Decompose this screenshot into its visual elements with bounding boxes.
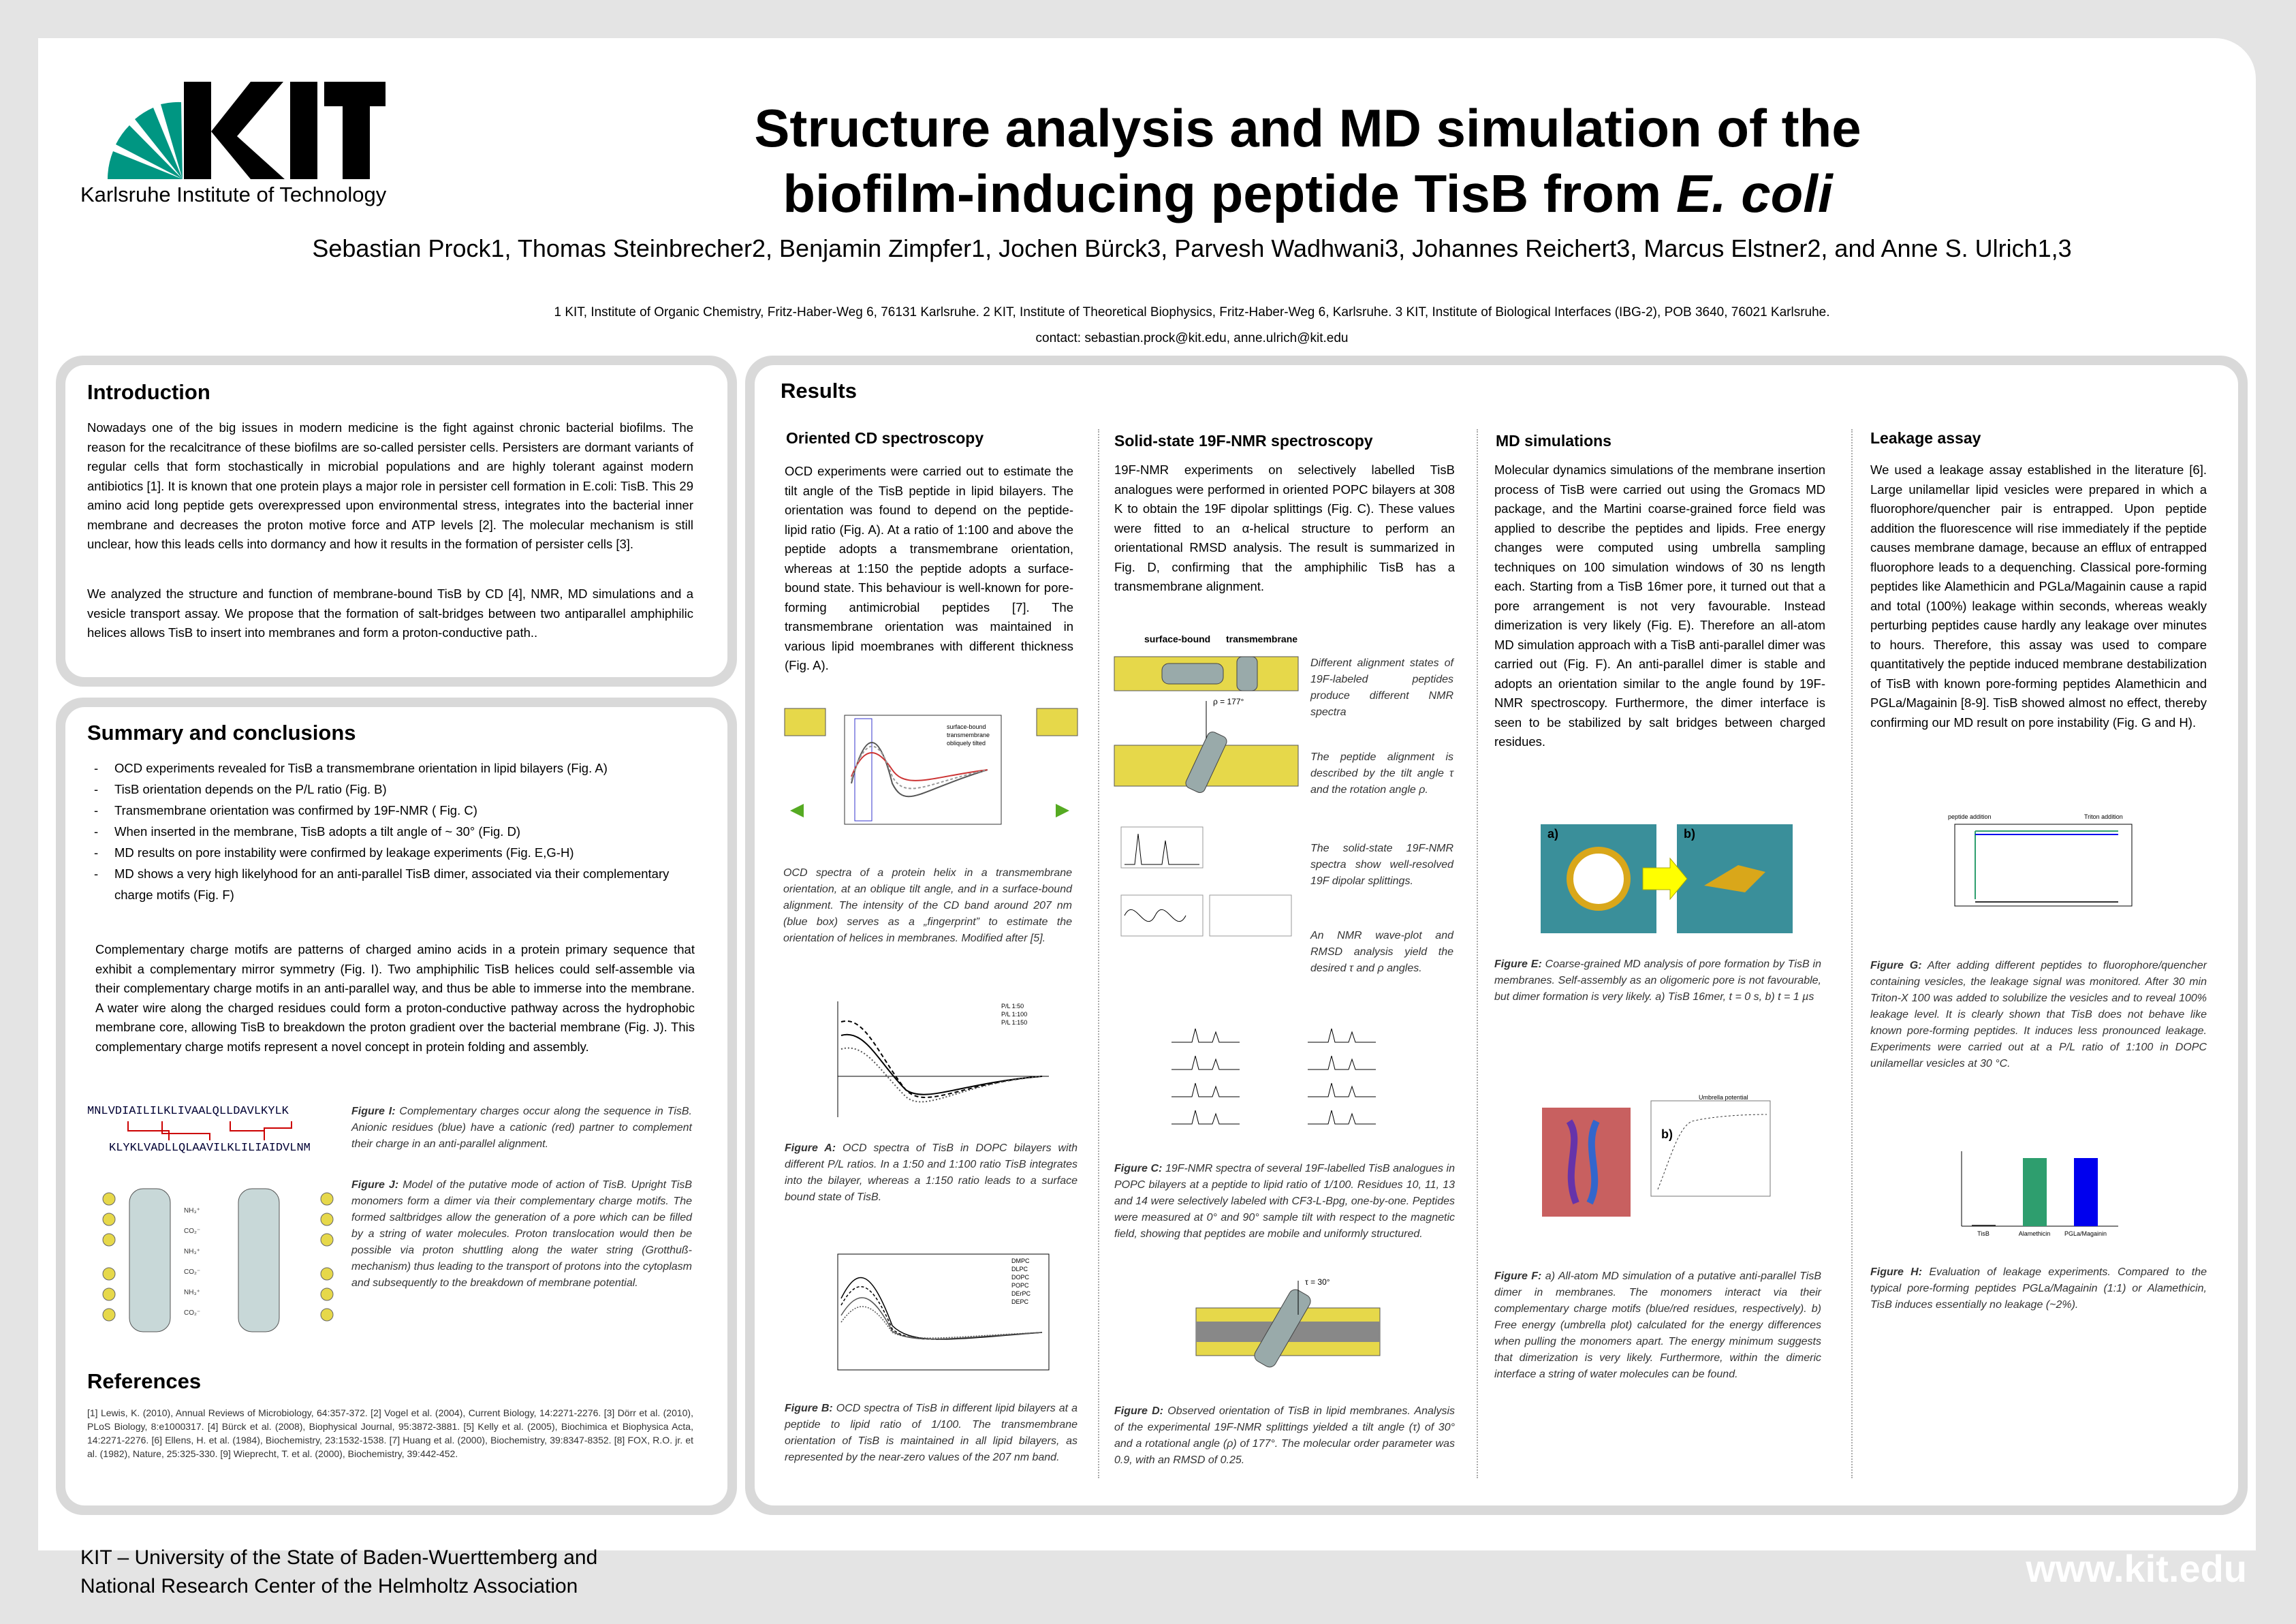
md-title: MD simulations [1496,432,1611,450]
authors: Sebastian Prock1, Thomas Steinbrecher2, Benjamin Zimpfer1, Jochen Bürck3, Parvesh Wadhwani3, Johannes Reichert3, Marcus Elstner2, and Anne S. Ulrich1,3 [312,234,2072,262]
figure-h-label: Figure H: [1870,1266,1923,1278]
nmr-caption-1: Different alignment states of 19F-labeled peptides produce different NMR spectra [1310,657,1453,718]
introduction-title: Introduction [87,380,210,404]
figure-g-triton-addition: Triton addition [2084,813,2123,820]
figure-f-plot-title: Umbrella potential [1699,1094,1748,1101]
introduction-paragraph-2: We analyzed the structure and function of membrane-bound TisB by CD [4], NMR, MD simulations and a vesicle transport assay. We propose that the formation of salt-bridges between two antiparallel amphiphilic helices allows TisB to insert into membranes and form a proton-conductive path.. [87,587,693,640]
figure-a-text: OCD spectra of TisB in DOPC bilayers with different P/L ratios. In a 1:50 and 1:100 ratio TisB integrates into the bilayer, whereas a 1:150 ratio leads to a surface bound state of TisB. [785,1142,1078,1203]
rho-label: ρ = 177° [1213,697,1244,706]
figure-b-text: OCD spectra of TisB in different lipid bilayers at a peptide to lipid ratio of 1/100. The transmembrane orientation of TisB is maintained in all lipid bilayers, as represented by the near-zero values of the 207 nm band. [785,1403,1078,1463]
md-text: Molecular dynamics simulations of the membrane insertion process of TisB were carried out using the Gromacs MD package, and the Martini coarse-grained force field was applied to describe the peptides and lipids. Free energy changes were computed using umbrella sampling techniques on 100 simulation windows of 30 ns length each. Starting from a TisB 16mer pore, it turned out that a pore arrangement is not very favourable. Instead dimerization is very likely (Fig. E). Therefore an all-atom MD simulation approach with a TisB anti-parallel dimer was carried out (Fig. F). An anti-parallel dimer is stable and adopts an orientation similar to the angle found by 19F-NMR spectroscopy. Furthermore, the dimer interface is seen to be stabilized by salt bridges between charged residues. [1494,463,1825,749]
bar-label: PGLa/Magainin [2064,1230,2107,1237]
cd-legend-trans: transmembrane [947,732,990,738]
figure-b-legend: DMPC [1011,1258,1030,1264]
nmr-caption-4: An NMR wave-plot and RMSD analysis yield the desired τ and ρ angles. [1310,930,1453,974]
title-line-1: Structure analysis and MD simulation of the [754,98,1861,158]
figure-f-text: a) All-atom MD simulation of a putative anti-parallel TisB dimer in membranes. The monomers interact via their complementary charge motifs (blue/red residues, respectively). b) Free energy (umbrella plot) calculated for the energy differences when pulling the monomers apart. The energy minimum suggests that dimerization is very likely. Furthermore, within the dimeric interface a string of water molecules can be found. [1494,1270,1822,1380]
summary-paragraph: Complementary charge motifs are patterns of charged amino acids in a protein primary sequence that exhibit a complementary mirror symmetry (Fig. I). Two amphiphilic TisB helices could self-assemble via their complementary charge motifs in an anti-parallel way, and thus be able to immerse into the membrane. A water wire along the charged residues could form a proton-conductive pathway across the hydrophobic membrane core, allowing TisB to breakdown the proton gradient over the bacterial membrane (Fig. J). This complementary charge motifs represent a novel concept in protein folding and assembly. [95,942,695,1054]
figure-b-legend: DErPC [1011,1290,1031,1297]
figure-e-a: a) [1547,827,1559,841]
tau-label: τ = 30° [1305,1277,1330,1287]
figure-d-text: Observed orientation of TisB in lipid membranes. Analysis of the experimental 19F-NMR splittings yielded a tilt angle (τ) of 30° and a rotational angle (ρ) of 177°. The molecular order parameter was 0.9, with an RMSD of 0.25. [1114,1405,1455,1466]
figure-b-label: Figure B: [785,1403,833,1414]
svg-text:CO₂⁻: CO₂⁻ [184,1268,201,1276]
figure-b-caption [785,1401,1078,1466]
sequence-1: MNLVDIAILILKLIVAALQLLDAVLKYLK [87,1105,289,1118]
figure-g-caption [1870,958,2207,1072]
figure-a-legend: P/L 1:50 [1001,1003,1024,1010]
column-divider [1477,429,1478,1478]
svg-text:CO₂⁻: CO₂⁻ [184,1309,201,1317]
summary-item: - TisB orientation depends on the P/L ratio (Fig. B) [87,779,693,800]
figure-e-caption [1494,956,1821,1005]
leakage-text: We used a leakage assay established in the literature [6]. Large unilamellar lipid vesicles were prepared in which a fluorophore/quencher pair is entrapped. Upon peptide addition the fluorescence will rise immediately if the peptide causes membrane damage, because an efflux of entrapped fluorophore leads to a dequenching. Classical pore-forming peptides like Alamethicin and PGLa/Magainin cause a rapid and total (100%) leakage within seconds, whereas weakly perturbing peptides cause hardly any leakage over minutes to hours. Therefore, this assay was used to compare quantitatively the peptide induced membrane destabilization of TisB with known pore-forming peptides Alamethicin and PGLa/Magainin [8-9]. TisB showed almost no effect, thereby confirming our MD result on pore instability (Fig. G and H). [1870,463,2207,730]
cd-reference-caption: OCD spectra of a protein helix in a transmembrane orientation, at an oblique tilt angle, and in a surface-bound alignment. The intensity of the CD band around 207 nm (blue box) serves as a „fingerprint” to estimate the orientation of helices in membranes. Modified after [5]. [783,867,1072,944]
references-title: References [87,1369,202,1393]
figure-c-spectra [1131,1022,1451,1144]
summary-item: - MD shows a very high likelyhood for an anti-parallel TisB dimer, associated via their complementary charge motifs (Fig. F) [87,863,693,905]
figure-e-text: Coarse-grained MD analysis of pore formation by TisB in membranes. Self-assembly as an oligomeric pore is not favourable, but dimer formation is very likely. a) TisB 16mer, t = 0 s, b) t = 1 µs [1494,958,1821,1003]
sequence-charge-links [87,1120,346,1143]
svg-text:CO₂⁻: CO₂⁻ [184,1228,201,1235]
bar-label: TisB [1977,1230,1990,1237]
figure-h-bar-chart [1934,1144,2125,1247]
figure-a-legend: P/L 1:100 [1001,1011,1028,1018]
figure-j-caption [351,1177,692,1292]
nmr-alignment-schemes [1114,650,1305,936]
summary-list [87,758,693,905]
svg-text:NH₃⁺: NH₃⁺ [184,1289,200,1296]
introduction-paragraph-1: Nowadays one of the big issues in modern medicine is the fight against chronic bacterial biofilms. The reason for the recalcitrance of these biofilms are so-called persister cells. Persisters are dormant variants of regular cells that form stochastically in microbial populations and are highly tolerant against modern antibiotics [1]. It is known that one protein plays a major role in persister cell formation in E.coli: TisB. This 29 amino acid long peptide gets overexpressed upon environmental stress, integrates into the bacterial inner membrane and decreases the proton motive force and ATP levels [2]. The molecular mechanism is still unclear, how this leads cells into dormancy and how it results in the formation of persister cells [3]. [87,420,693,551]
summary-title: Summary and conclusions [87,721,356,745]
figure-g-text: After adding different peptides to fluorophore/quencher containing vesicles, the leakage signal was monitored. After 30 min Triton-X 100 was added to solubilize the vesicles and to reveal 100% leakage level. It is clearly shown that TisB does not behave like known pore-forming peptides. It induces less pronounced leakage. Experiments were carried out at a P/L ratio of 1:100 in DOPC unilamellar vesicles at 30 °C. [1870,960,2207,1069]
nmr-caption-2: The peptide alignment is described by the tilt angle τ and the rotation angle ρ. [1310,751,1453,796]
cd-legend-oblique: obliquely tilted [947,740,986,747]
bar-label: Alamethicin [2018,1230,2051,1237]
summary-item: - When inserted in the membrane, TisB adopts a tilt angle of ~ 30° (Fig. D) [87,821,693,842]
figure-i-label: Figure I: [351,1106,396,1117]
figure-h-caption [1870,1264,2207,1313]
figure-g-label: Figure G: [1870,960,1922,971]
bar-alamethicin [2023,1158,2047,1226]
column-divider [1851,429,1853,1478]
bar-pgla-magainin [2074,1158,2098,1226]
figure-b-plot [817,1251,1056,1380]
title-line-2 [422,161,2193,226]
figure-j-text: Model of the putative mode of action of TisB. Upright TisB monomers form a dimer via their complementary charge motifs. The formed saltbridges allow the generation of a pore which can be filled by a string of water molecules. Proton translocation would then be possible via proton shuttling along the water string (Grotthuß-mechanism) thus leading to the transport of protons into the cytoplasm and subsequently to the breakdown of membrane potential. [351,1179,692,1289]
figure-b-legend: DOPC [1011,1274,1030,1281]
nmr-label-surface: surface-bound [1144,634,1211,644]
figure-e-snapshots [1541,824,1793,933]
figure-f-b: b) [1661,1127,1673,1141]
figure-i-caption [351,1104,692,1153]
figure-b-legend: DLPC [1011,1266,1028,1272]
figure-e-label: Figure E: [1494,958,1542,970]
title-species: E. coli [1676,163,1833,223]
nmr-title: Solid-state 19F-NMR spectroscopy [1114,432,1373,450]
figure-a-caption [785,1140,1078,1206]
bar-tisb [1972,1225,1996,1226]
poster-title [422,95,2193,226]
cd-legend-surface: surface-bound [947,723,986,730]
summary-item: - Transmembrane orientation was confirmed by 19F-NMR ( Fig. C) [87,800,693,821]
leakage-title: Leakage assay [1870,429,1981,447]
nmr-text: 19F-NMR experiments on selectively labelled TisB analogues were performed in oriented POPC bilayers at 308 K to obtain the 19F dipolar splittings (Fig. C). These values were fitted to an α-helical structure to perform an orientational RMSD analysis. The result is summarized in Fig. D, confirming that the amphiphilic TisB has a transmembrane alignment. [1114,463,1455,593]
figure-a-plot [811,995,1056,1131]
website-link[interactable]: www.kit.edu [2026,1547,2247,1590]
summary-item: - MD results on pore instability were confirmed by leakage experiments (Fig. E,G-H) [87,842,693,863]
figure-j-model [95,1178,341,1342]
figure-b-legend: POPC [1011,1282,1029,1289]
footer-line-2: National Research Center of the Helmholtz Association [80,1575,578,1597]
affiliations: 1 KIT, Institute of Organic Chemistry, Fritz-Haber-Weg 6, 76131 Karlsruhe. 2 KIT, Institute of Theoretical Biophysics, Fritz-Haber-Weg 6, Karlsruhe. 3 KIT, Institute of Biological Interfaces (IBG-2), POB 3640, 76021 Karlsruhe. [554,305,1830,319]
sequence-2: KLYKLVADLLQLAAVILKLILIAIDVLNM [109,1142,311,1155]
cd-title: Oriented CD spectroscopy [786,429,984,447]
figure-f-caption [1494,1268,1821,1383]
footer [80,1544,597,1601]
column-divider [1098,429,1099,1478]
footer-line-1: KIT – University of the State of Baden-Wuerttemberg and [80,1546,598,1569]
summary-item: - OCD experiments revealed for TisB a transmembrane orientation in lipid bilayers (Fig. A) [87,758,693,779]
nmr-caption-3: The solid-state 19F-NMR spectra show well-resolved 19F dipolar splittings. [1310,843,1453,887]
logo-caption: Karlsruhe Institute of Technology [80,183,387,206]
figure-g-peptide-addition: peptide addition [1948,813,1992,820]
figure-a-legend: P/L 1:150 [1001,1019,1028,1026]
cd-text: OCD experiments were carried out to estimate the tilt angle of the TisB peptide in lipid bilayers. The orientation was found to depend on the peptide-lipid ratio (Fig. A). At a ratio of 1:100 and above the peptide adopts a transmembrane orientation, whereas at 1:150 the peptide adopts a surface-bound state. This behaviour is well-known for pore-forming antimicrobial peptides [7]. The transmembrane orientation was maintained in various lipid moembranes with different thickness (Fig. A). [785,464,1073,672]
title-line-2-text: biofilm-inducing peptide TisB from [783,163,1676,223]
svg-text:NH₃⁺: NH₃⁺ [184,1207,200,1215]
figure-e-b: b) [1684,827,1695,841]
figure-g-plot [1934,811,2139,920]
figure-c-text: 19F-NMR spectra of several 19F-labelled TisB analogues in POPC bilayers at a peptide to lipid ratio of 1/100. Residues 10, 11, 13 and 14 were selectively labeled with CF3-L-Bpg, one-by-one. Peptides were measured at 0° and 90° sample tilt with respect to the magnetic field, showing that peptides are mobile and uniformly structured. [1114,1163,1455,1240]
figure-d-label: Figure D: [1114,1405,1164,1417]
svg-text:NH₃⁺: NH₃⁺ [184,1248,200,1255]
figure-d-caption [1114,1403,1455,1469]
figure-f-label: Figure F: [1494,1270,1542,1282]
figure-b-legend: DEPC [1011,1298,1029,1305]
contact: contact: sebastian.prock@kit.edu, anne.ulrich@kit.edu [1035,331,1349,345]
references-text: [1] Lewis, K. (2010), Annual Reviews of Microbiology, 64:357-372. [2] Vogel et al. (2004), Current Biology, 14:2271-2276. [3] Dörr et al. (2010), PLoS Biology, 8:e1000317. [4] Bürck et al. (2008), Biophysical Journal, 95:3872-3881. [5] Kelly et al. (2005), Biochimica et Biophysica Acta, 14:2271-2276. [6] Ellens, H. et al. (1984), Biochemistry, 23:1532-1538. [7] Huang et al. (2000), Biochemistry, 39:8347-8352. [8] FOX, R.O. jr. et al. (1982), Nature, 25:325-330. [9] Wieprecht, T. et al. (2000), Biochemistry, 39:442-452. [87,1407,693,1459]
figure-c-caption [1114,1161,1455,1243]
figure-h-text: Evaluation of leakage experiments. Compared to the typical pore-forming peptides PGLa/Magainin (1:1) or Alamethicin, TisB induces essentially no leakage (~2%). [1870,1266,2207,1311]
results-title: Results [781,379,857,403]
figure-a-label: Figure A: [785,1142,836,1154]
nmr-label-transmembrane: transmembrane [1226,634,1298,644]
figure-c-label: Figure C: [1114,1163,1163,1174]
figure-d-scheme [1196,1274,1380,1376]
figure-j-label: Figure J: [351,1179,399,1191]
figure-i-text: Complementary charges occur along the sequence in TisB. Anionic residues (blue) have a cationic (red) partner to complement their charge in an anti-parallel alignment. [351,1106,692,1150]
figure-f-md [1542,1094,1774,1217]
cd-reference-spectra [783,702,1079,838]
